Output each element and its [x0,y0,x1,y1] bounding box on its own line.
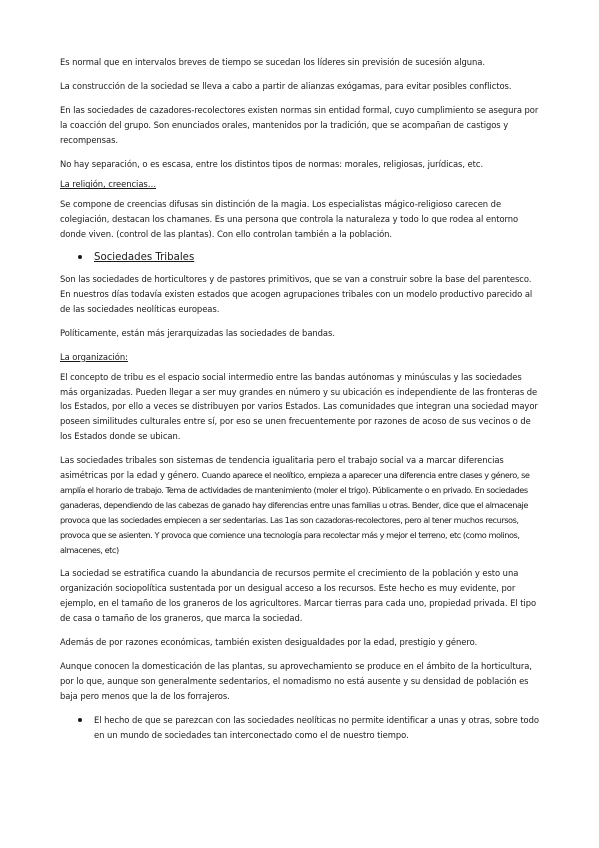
paragraph-tribal-political: Políticamente, están más jerarquizadas las sociedades de bandas. [60,327,335,338]
paragraph-hunter-gatherer-norms: En las sociedades de cazadores-recolectores existen normas sin entidad formal, cuyo cumplimiento se asegura por la coacción del grupo. Son enunciados orales, mantenidos por la tradición, que se acompañan de castigos y recompensas. [60,104,539,145]
tribal-systems-text: Las sociedades tribales son sistemas de tendencia igualitaria pero el trabajo social va a marcar diferencias asimétricas por la edad y género. [60,455,504,481]
bullet-icon [78,718,82,722]
paragraph-religion: Se compone de creencias difusas sin distinción de la magia. Los especialistas mágico-religioso carecen de colegiación, destacan los chamanes. Es una persona que controla la naturaleza y todo lo que rodea al entorno donde viven. (control de las plantas). Con ello controlan también a la población. [60,199,519,240]
tribal-section-title [60,248,539,266]
paragraph-tribal-systems [60,453,539,557]
tribal-title-label: Sociedades Tribales [94,251,195,263]
paragraph-horticulture: Aunque conocen la domesticación de las plantas, su aprovechamiento se produce en el ámbito de la horticultura, por lo que, aunque son generalmente sedentarios, el nomadismo no está ausente y su densidad de población es baja pero menos que la de los forrajeros. [60,661,532,701]
paragraph-inequalities: Además de por razones económicas, también existen desigualdades por la edad, prestigio y género. [60,637,478,648]
paragraph-norm-types: No hay separación, o es escasa, entre los distintos tipos de normas: morales, religiosas, jurídicas, etc. [60,158,484,169]
tribal-systems-notes: Cuando aparece el neolítico, empieza a aparecer una diferencia entre clases y género, se amplía el horario de trabajo. Tema de actividades de mantenimiento (moler el trigo). Públicamente o en privado. En sociedades ganaderas, dependiendo de las cabezas de ganado hay diferencias entre unas familias u otras. Bender, dice que el almacenaje provoca que las sociedades empiecen a ser sedentarias. Las 1as son cazadoras-recolectores, pero al tener muchos recursos, provoca que se asienten. Y provoca que comience una tecnología para recolectar más y mejor el terreno, etc (como molinos, almacenes, etc) [60,470,530,555]
paragraph-stratification: La sociedad se estratifica cuando la abundancia de recursos permite el crecimiento de la población y esto una organización sociopolítica sustentada por un desigual acceso a los recursos. Este hecho es muy evidente, por ejemplo, en el tamaño de los graneros de los agricultores. Marcar tierras para cada uno, propiedad privada. El tipo de casa o tamaño de los graneros, que marca la sociedad. [60,568,537,624]
paragraph-tribe-concept: El concepto de tribu es el espacio social intermedio entre las bandas autónomas y minúsculas y las sociedades más organizadas. Pueden llegar a ser muy grandes en número y su ubicación es independiente de las fronteras de los Estados, por ello a veces se distribuyen por varios Estados. Las comunidades que integran una sociedad mayor poseen similitudes culturales entre sí, por eso se unen frecuentemente por razones de acoso de sus vecinos o de los Estados donde se ubican. [60,371,538,442]
paragraph-tribal-intro: Son las sociedades de horticultores y de pastores primitivos, que se van a construir sobre la base del parentesco. En nuestros días todavía existen estados que acogen agrupaciones tribales con un modelo productivo parecido al de las sociedades neolíticas europeas. [60,274,533,314]
paragraph-alliances: La construcción de la sociedad se lleva a cabo a partir de alianzas exógamas, para evitar posibles conflictos. [60,80,512,91]
bullet-paragraph [60,713,539,743]
paragraph-neolithic-comparison: El hecho de que se parezcan con las sociedades neolíticas no permite identificar a unas y otras, sobre todo en un mundo de sociedades tan interconectado como el de nuestro tiempo. [94,714,539,740]
religion-heading: La religión, creencias… [60,179,157,190]
organization-heading: La organización: [60,351,128,362]
bullet-icon [78,255,82,259]
paragraph-leaders: Es normal que en intervalos breves de tiempo se sucedan los líderes sin previsión de sucesión alguna. [60,57,485,67]
